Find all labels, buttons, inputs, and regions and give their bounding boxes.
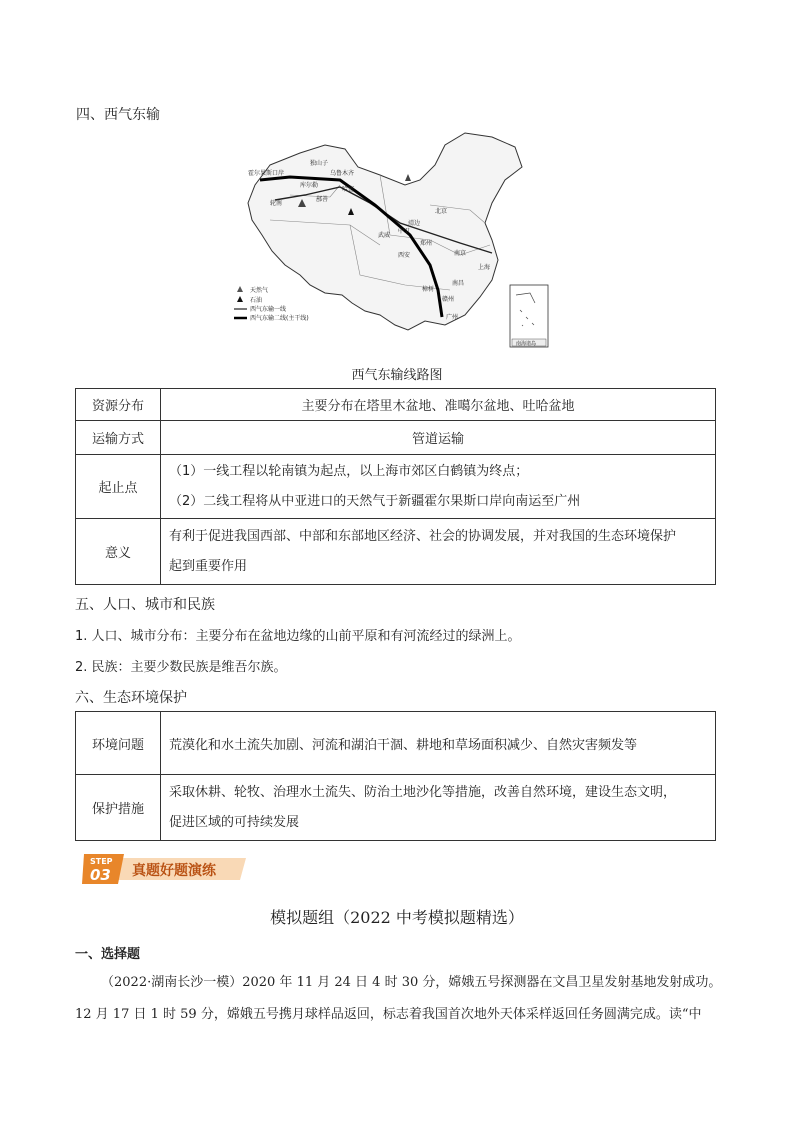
table-value-significance bbox=[161, 519, 716, 585]
table-label-significance: 意义 bbox=[76, 519, 161, 585]
map-label-beijing: 北京 bbox=[435, 208, 448, 215]
map-label-hami: 哈密 bbox=[342, 186, 355, 193]
population-item-1: 1. 人口、城市分布：主要分布在盆地边缘的山前平原和有河流经过的绿洲上。 bbox=[75, 629, 521, 644]
map-label-zhangzhou: 樟树 bbox=[422, 286, 435, 293]
map-label-zhengzhou: 郑州 bbox=[420, 240, 433, 247]
table-row bbox=[76, 421, 716, 455]
step-badge bbox=[80, 852, 250, 886]
mock-title: 模拟题组（2022 中考模拟题精选） bbox=[270, 908, 524, 927]
table-label-resource: 资源分布 bbox=[76, 389, 161, 421]
legend-oil-label: 石油 bbox=[250, 297, 263, 304]
table-row bbox=[76, 775, 716, 841]
table-value-transport: 管道运输 bbox=[161, 421, 716, 455]
legend-oil-icon bbox=[237, 296, 243, 302]
table-label-transport: 运输方式 bbox=[76, 421, 161, 455]
table-row bbox=[76, 712, 716, 775]
mock-question-line-2: 12 月 17 日 1 时 59 分，嫦娥五号携月球样品返回，标志着我国首次地外天体采样返回任务圆满完成。读“中 bbox=[75, 1007, 702, 1022]
table-row bbox=[76, 519, 716, 585]
section-title-ecology: 六、生态环境保护 bbox=[75, 690, 187, 706]
mock-question-line-1: （2022·湖南长沙一模）2020 年 11 月 24 日 4 时 30 分，嫦娥五号探测器在文昌卫星发射基地发射成功。 bbox=[101, 975, 722, 990]
endpoint-line-1: （1）一线工程以轮南镇为起点，以上海市郊区白鹤镇为终点； bbox=[169, 463, 529, 479]
map-label-shanshan: 鄯善 bbox=[316, 196, 329, 203]
table-row bbox=[76, 389, 716, 421]
significance-line-1: 有利于促进我国西部、中部和东部地区经济、社会的协调发展，并对我国的生态环境保护 bbox=[169, 528, 677, 544]
table-label-endpoints: 起止点 bbox=[76, 455, 161, 519]
pipeline-map bbox=[230, 125, 550, 350]
map-label-lunnan: 轮南 bbox=[270, 200, 283, 207]
significance-line-2: 起到重要作用 bbox=[169, 558, 248, 574]
ecology-table bbox=[75, 711, 716, 841]
section-title-population: 五、人口、城市和民族 bbox=[75, 597, 215, 613]
gas-field-icon bbox=[405, 174, 411, 181]
map-label-ganzhou: 赣州 bbox=[442, 296, 455, 303]
mock-subsection: 一、选择题 bbox=[75, 947, 141, 962]
population-item-2: 2. 民族：主要少数民族是维吾尔族。 bbox=[75, 660, 287, 675]
section-title-pipeline: 四、西气东输 bbox=[76, 107, 160, 123]
map-label-guangzhou: 广州 bbox=[446, 314, 459, 321]
map-label-wuwei: 武威 bbox=[378, 232, 391, 239]
map-label-korla: 库尔勒 bbox=[300, 182, 319, 189]
map-label-shanghai: 上海 bbox=[478, 264, 491, 271]
table-label-measures: 保护措施 bbox=[76, 775, 161, 841]
step-number: 03 bbox=[90, 866, 111, 884]
inset-label: 南海诸岛 bbox=[516, 341, 537, 347]
map-label-khorgos: 霍尔果斯口岸 bbox=[248, 170, 285, 177]
table-value-resource: 主要分布在塔里木盆地、准噶尔盆地、吐哈盆地 bbox=[161, 389, 716, 421]
south-china-sea-inset bbox=[510, 285, 548, 347]
table-label-problems: 环境问题 bbox=[76, 712, 161, 775]
map-label-jingbian: 靖边 bbox=[408, 220, 421, 227]
map-label-zhongwei: 中卫 bbox=[398, 228, 411, 235]
map-label-dushanzi: 独山子 bbox=[310, 160, 329, 167]
legend-line1-label: 西气东输一线 bbox=[250, 306, 287, 313]
step-tag: STEP bbox=[90, 857, 113, 866]
table-value-endpoints bbox=[161, 455, 716, 519]
table-row bbox=[76, 455, 716, 519]
legend-line2-label: 西气东输二线(主干线) bbox=[250, 315, 309, 322]
step-title: 真题好题演练 bbox=[132, 863, 216, 879]
endpoint-line-2: （2）二线工程将从中亚进口的天然气于新疆霍尔果斯口岸向南运至广州 bbox=[169, 493, 581, 509]
map-legend bbox=[234, 286, 309, 322]
map-label-urumqi: 乌鲁木齐 bbox=[330, 170, 355, 177]
pipeline-table bbox=[75, 388, 716, 585]
map-label-xian: 西安 bbox=[398, 252, 411, 259]
table-value-problems: 荒漠化和水土流失加剧、河流和湖泊干涸、耕地和草场面积减少、自然灾害频发等 bbox=[161, 712, 716, 775]
legend-gas-icon bbox=[237, 286, 243, 292]
table-value-measures bbox=[161, 775, 716, 841]
map-label-nanchang: 南昌 bbox=[452, 280, 465, 287]
measures-line-2: 促进区域的可持续发展 bbox=[169, 814, 300, 830]
measures-line-1: 采取休耕、轮牧、治理水土流失、防治土地沙化等措施，改善自然环境，建设生态文明， bbox=[169, 784, 677, 800]
legend-gas-label: 天然气 bbox=[250, 287, 269, 294]
map-caption: 西气东输线路图 bbox=[351, 368, 443, 383]
map-label-nanjing: 南京 bbox=[454, 250, 467, 257]
